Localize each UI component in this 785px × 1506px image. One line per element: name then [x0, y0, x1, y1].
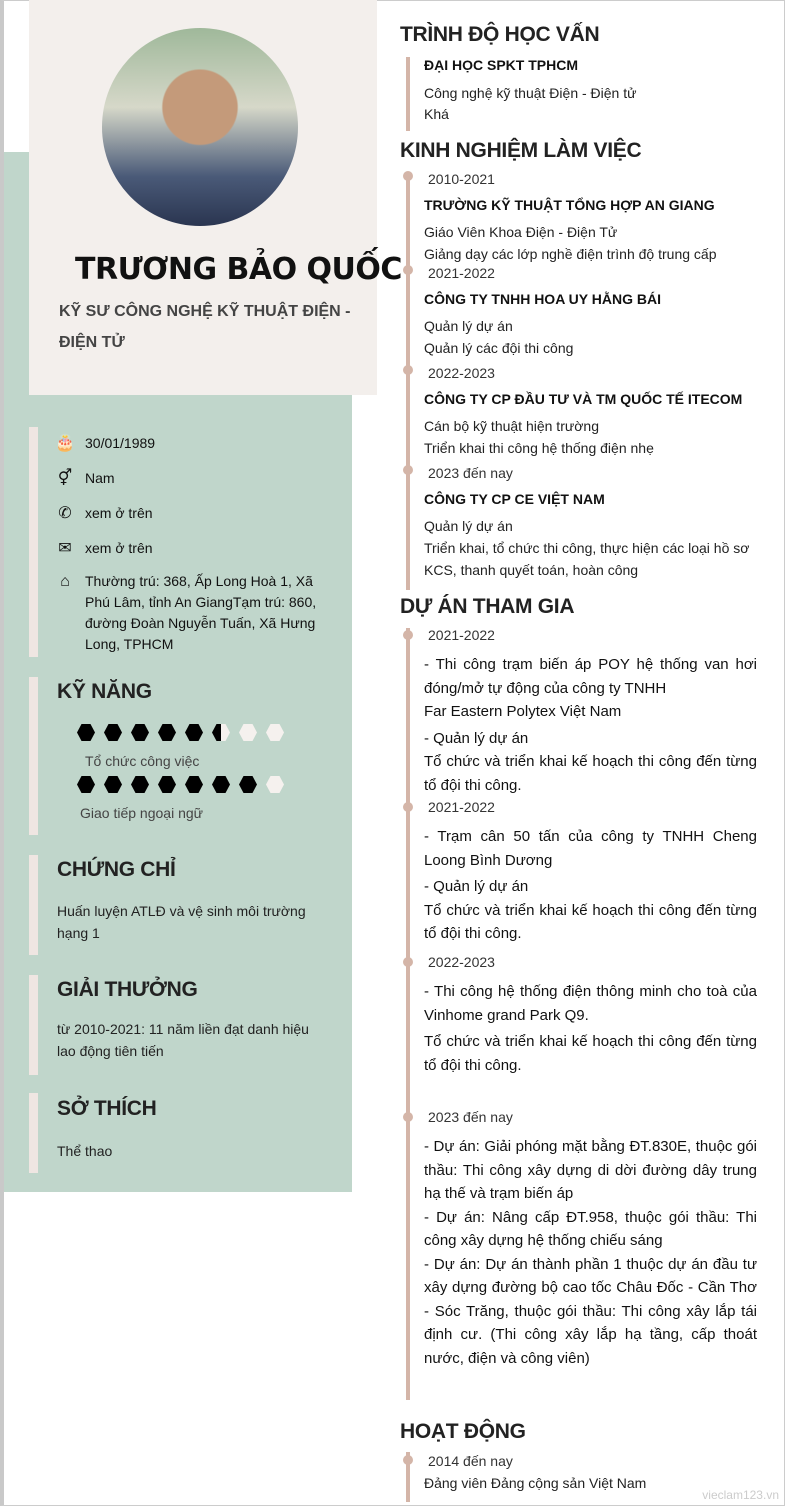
rating-hex-icon	[185, 724, 203, 741]
activities-heading: HOẠT ĐỘNG	[400, 1420, 526, 1443]
skills-bar	[29, 677, 38, 835]
email-icon: ✉	[58, 540, 72, 557]
experience-company: CÔNG TY CP ĐẦU TƯ VÀ TM QUỐC TẾ ITECOM	[424, 391, 743, 407]
project-date: 2021-2022	[428, 799, 495, 815]
hobbies-text: Thể thao	[57, 1143, 113, 1159]
project-date: 2023 đến nay	[428, 1109, 513, 1125]
experience-role: Giáo Viên Khoa Điện - Điện Tử	[424, 224, 618, 240]
experience-date: 2023 đến nay	[428, 465, 513, 481]
project-paragraph: - Thi công trạm biến áp POY hệ thống van hơi đóng/mở tự động của công ty TNHH Far Eastern Polytex Việt Nam	[424, 656, 757, 720]
certificates-text: Huấn luyện ATLĐ và vệ sinh môi trường hạng 1	[57, 903, 306, 941]
skill-name: Giao tiếp ngoại ngữ	[80, 805, 204, 821]
timeline-dot	[403, 365, 413, 375]
rating-hex-icon	[212, 776, 230, 793]
rating-hex-icon	[266, 776, 284, 793]
activity-date: 2014 đến nay	[428, 1453, 513, 1469]
rating-hex-icon	[158, 776, 176, 793]
project-paragraph: - Quản lý dự án Tổ chức và triển khai kế hoạch thi công đến từng tổ đội thi công.	[424, 729, 757, 794]
hobbies-heading: SỞ THÍCH	[57, 1097, 157, 1120]
experience-date: 2010-2021	[428, 171, 495, 187]
education-grade: Khá	[424, 106, 449, 122]
rating-hex-icon	[266, 724, 284, 741]
timeline-dot	[403, 1112, 413, 1122]
contact-value: xem ở trên	[85, 505, 153, 521]
rating-hex-icon	[77, 724, 95, 741]
rating-hex-icon	[104, 776, 122, 793]
hobbies-bar	[29, 1093, 38, 1173]
rating-hex-icon	[185, 776, 203, 793]
candidate-name: TRƯƠNG BẢO QUỐC	[75, 252, 402, 287]
projects-timeline	[406, 628, 410, 1400]
timeline-dot	[403, 1455, 413, 1465]
experience-role: Cán bộ kỹ thuật hiện trường	[424, 418, 599, 434]
project-date: 2022-2023	[428, 954, 495, 970]
project-description	[424, 1135, 757, 1373]
experience-company: CÔNG TY TNHH HOA UY HẰNG BÁI	[424, 291, 661, 307]
contact-bar	[29, 427, 38, 657]
contact-value: Thường trú: 368, Ấp Long Hoà 1, Xã Phú Lâm, tỉnh An GiangTạm trú: 860, đường Đoàn Nguyễn Tuấn, Xã Hưng Long, TPHCM	[85, 573, 317, 652]
timeline-dot	[403, 957, 413, 967]
experience-heading: KINH NGHIỆM LÀM VIỆC	[400, 139, 642, 162]
rating-hex-icon	[104, 724, 122, 741]
experience-company: CÔNG TY CP CE VIỆT NAM	[424, 491, 605, 507]
rating-hex-icon	[239, 724, 257, 741]
phone-icon: ✆	[58, 505, 72, 522]
timeline-dot	[403, 802, 413, 812]
project-paragraph: - Trạm cân 50 tấn của công ty TNHH Cheng Loong Bình Dương	[424, 828, 757, 869]
rating-hex-icon	[239, 776, 257, 793]
skill-name: Tổ chức công việc	[85, 753, 200, 769]
certificates-bar	[29, 855, 38, 955]
activity-text: Đảng viên Đảng cộng sản Việt Nam	[424, 1475, 647, 1491]
timeline-dot	[403, 630, 413, 640]
rating-hex-icon	[158, 724, 176, 741]
project-paragraph: - Dự án: Giải phóng mặt bằng ĐT.830E, thuộc gói thầu: Thi công xây dựng di dời đường dây trung hạ thế và trạm biến áp - Dự án: Nâng cấp ĐT.958, thuộc gói thầu: Thi công xây dựng hệ thống chiếu sáng - Dự án: Dự án thành phần 1 thuộc dự án đầu tư xây dựng đường bộ cao tốc Châu Đốc - Cần Thơ - Sóc Trăng, thuộc gói thầu: Thi công xây lắp tái định cư. (Thi công xây lắp hạ tầng, cấp thoát nước, điện và công viên)	[424, 1138, 757, 1367]
experience-desc: Giảng dạy các lớp nghề điện trình độ trung cấp	[424, 246, 717, 262]
education-major: Công nghệ kỹ thuật Điện - Điện tử	[424, 85, 637, 101]
project-description	[424, 653, 757, 800]
rating-hex-icon	[131, 724, 149, 741]
location-icon: ⌂	[60, 573, 70, 590]
contact-item	[55, 503, 325, 524]
skill-rating	[77, 776, 284, 793]
experience-desc: Triển khai thi công hệ thống điện nhẹ	[424, 440, 654, 456]
experience-date: 2021-2022	[428, 265, 495, 281]
awards-bar	[29, 975, 38, 1075]
education-line	[406, 57, 410, 131]
project-paragraph: - Quản lý dự án Tổ chức và triển khai kế hoạch thi công đến từng tổ đội thi công.	[424, 878, 757, 942]
candidate-title: KỸ SƯ CÔNG NGHỆ KỸ THUẬT ĐIỆN - ĐIỆN TỬ	[59, 303, 351, 351]
timeline-dot	[403, 171, 413, 181]
experience-desc: Quản lý các đội thi công	[424, 340, 574, 356]
project-date: 2021-2022	[428, 627, 495, 643]
birthday-cake-icon: 🎂	[55, 435, 75, 452]
rating-hex-icon	[212, 724, 230, 741]
experience-role: Quản lý dự án	[424, 318, 513, 334]
awards-heading: GIẢI THƯỞNG	[57, 978, 198, 1001]
contact-item	[55, 571, 325, 655]
experience-company: TRƯỜNG KỸ THUẬT TỔNG HỢP AN GIANG	[424, 197, 715, 213]
project-description	[424, 980, 757, 1080]
project-paragraph: - Thi công hệ thống điện thông minh cho toà của Vinhome grand Park Q9.	[424, 983, 757, 1024]
timeline-dot	[403, 265, 413, 275]
skills-heading: KỸ NĂNG	[57, 680, 152, 703]
gender-icon: ⚥	[57, 470, 73, 487]
project-paragraph: Tổ chức và triển khai kế hoạch thi công đến từng tổ đội thi công.	[424, 1033, 757, 1074]
experience-role: Quản lý dự án	[424, 518, 513, 534]
project-description	[424, 825, 757, 949]
avatar-photo	[102, 28, 298, 226]
contact-item	[55, 538, 325, 559]
skill-rating	[77, 724, 284, 741]
contact-item	[55, 433, 325, 454]
rating-hex-icon	[77, 776, 95, 793]
experience-desc: Triển khai, tổ chức thi công, thực hiện các loại hồ sơ KCS, thanh quyết toán, hoàn công	[424, 540, 750, 578]
contact-item	[55, 468, 325, 489]
certificates-heading: CHỨNG CHỈ	[57, 858, 176, 881]
contact-value: xem ở trên	[85, 540, 153, 556]
contact-value: Nam	[85, 470, 115, 486]
projects-heading: DỰ ÁN THAM GIA	[400, 595, 575, 618]
awards-text: từ 2010-2021: 11 năm liền đạt danh hiệu lao động tiên tiến	[57, 1021, 309, 1059]
timeline-dot	[403, 465, 413, 475]
experience-date: 2022-2023	[428, 365, 495, 381]
experience-timeline	[406, 172, 410, 590]
education-heading: TRÌNH ĐỘ HỌC VẤN	[400, 23, 600, 46]
rating-hex-icon	[131, 776, 149, 793]
contact-value: 30/01/1989	[85, 435, 156, 451]
watermark: vieclam123.vn	[702, 1488, 779, 1502]
education-school: ĐẠI HỌC SPKT TPHCM	[424, 57, 578, 73]
